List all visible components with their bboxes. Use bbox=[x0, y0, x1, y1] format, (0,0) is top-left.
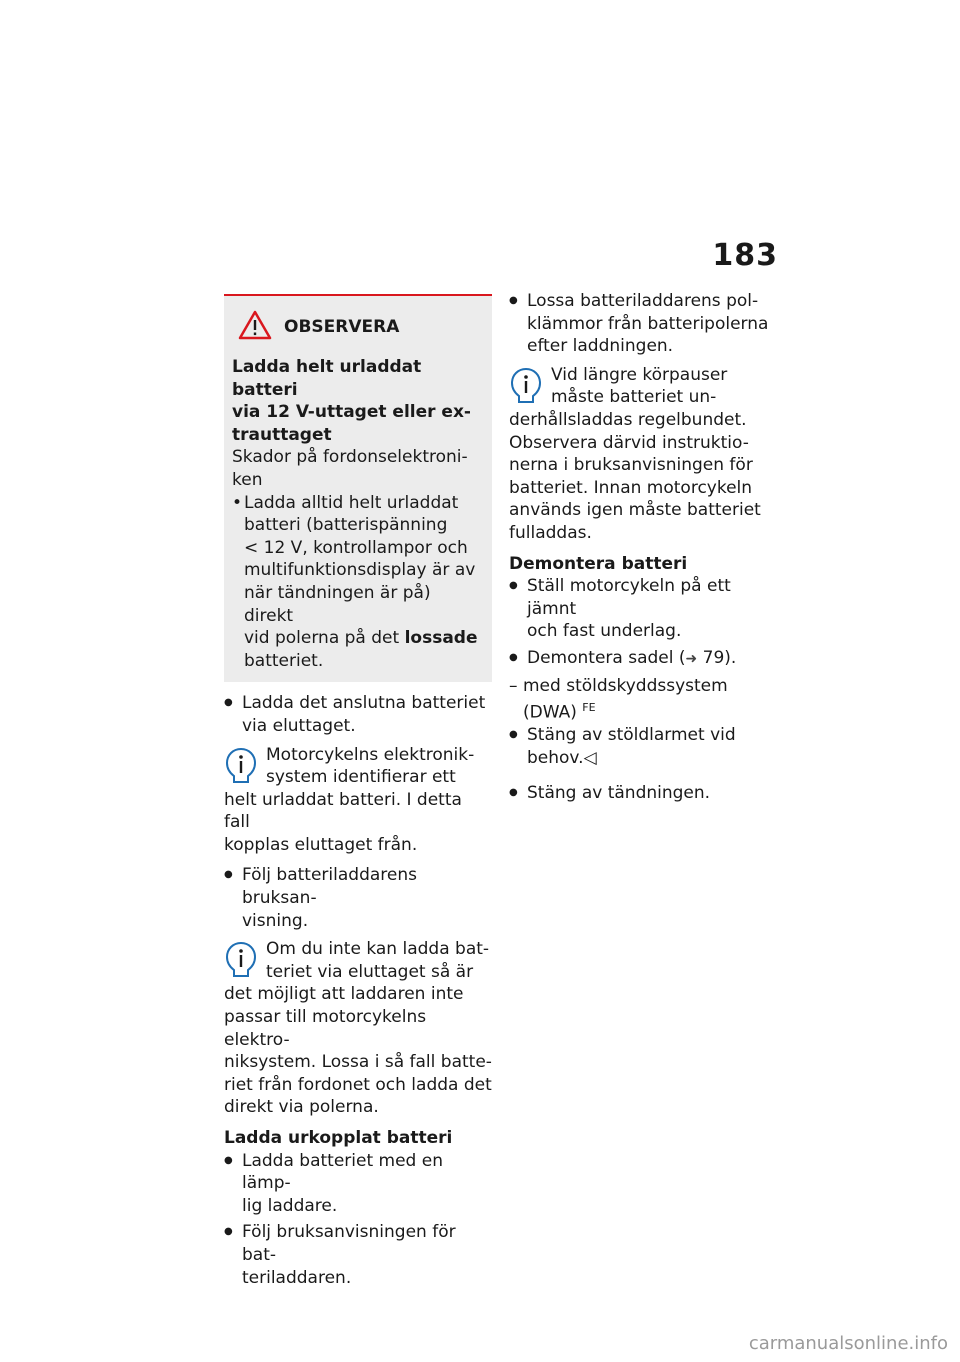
step-follow-manual: ● Följ bruksanvisningen för bat- teriladdaren. bbox=[224, 1221, 492, 1289]
warning-title: OBSERVERA bbox=[284, 317, 400, 337]
right-column bbox=[509, 290, 779, 808]
section-heading-disconnected-battery: Ladda urkopplat batteri bbox=[224, 1128, 453, 1148]
warning-subtitle-1: Skador på fordonselektroni- bbox=[232, 447, 468, 468]
warning-heading-2: via 12 V-uttaget eller ex- bbox=[232, 402, 471, 423]
warning-header bbox=[232, 310, 484, 344]
step-follow-charger-manual: ● Följ batteriladdarens bruksan- visning. bbox=[224, 864, 492, 932]
info-icon bbox=[224, 940, 258, 978]
warning-heading-1: Ladda helt urladdat batteri bbox=[232, 357, 422, 400]
step-disable-alarm: ● Stäng av stöldlarmet vid behov.◁ bbox=[509, 724, 779, 769]
option-code: FE bbox=[582, 701, 596, 715]
step-remove-clamps: ● Lossa batteriladdarens pol- klämmor från batteripolerna efter laddningen. bbox=[509, 290, 779, 358]
info-note-charger: Om du inte kan ladda bat- teriet via eluttaget så är det möjligt att laddaren inte passar till motorcykelns elektro- niksystem. Lossa i så fall batte- riet från fordonet och ladda det direkt via polerna. bbox=[224, 939, 492, 1118]
page-number: 183 bbox=[712, 238, 778, 273]
warning-triangle-icon bbox=[238, 310, 272, 344]
info-icon bbox=[224, 746, 258, 784]
left-column bbox=[224, 294, 492, 1293]
warning-bullet: • Ladda alltid helt urladdat batteri (batterispänning < 12 V, kontrollampor och multifunktionsdisplay är av när tändningen är på) direkt vid polerna på det lossade batteriet. bbox=[232, 492, 484, 673]
step-remove-seat: ● Demontera sadel (➜ 79). bbox=[509, 647, 779, 671]
warning-box bbox=[224, 294, 492, 682]
info-note-maintenance: Vid längre körpauser måste batteriet un- derhållsladdas regelbundet. Observera därvid instruktio- nerna i bruksanvisningen för batteriet. Innan motorcykeln används igen måste batteriet fulladdas. bbox=[509, 364, 761, 543]
page-reference[interactable]: 79 bbox=[702, 647, 725, 668]
step-charge-suitable-charger: ● Ladda batteriet med en lämp- lig laddare. bbox=[224, 1150, 492, 1218]
watermark: carmanualsonline.info bbox=[748, 1333, 948, 1354]
warning-heading-3: trauttaget bbox=[232, 424, 332, 445]
page-reference-arrow-icon: ➜ bbox=[685, 650, 698, 667]
warning-subtitle-2: ken bbox=[232, 469, 263, 490]
info-icon bbox=[509, 366, 543, 404]
info-note-electronics: Motorcykelns elektronik- system identifierar ett helt urladdat batteri. I detta fall kopplas eluttaget från. bbox=[224, 744, 475, 855]
section-heading-remove-battery: Demontera batteri bbox=[509, 553, 688, 574]
step-level-ground: ● Ställ motorcykeln på ett jämnt och fast underlag. bbox=[509, 575, 779, 643]
step-charge-via-socket: ● Ladda det anslutna batteriet via eluttaget. bbox=[224, 692, 492, 737]
step-ignition-off: ● Stäng av tändningen. bbox=[509, 782, 779, 805]
option-alarm-system: – med stöldskyddssystem (DWA) $^{FE}$ bbox=[509, 675, 779, 725]
